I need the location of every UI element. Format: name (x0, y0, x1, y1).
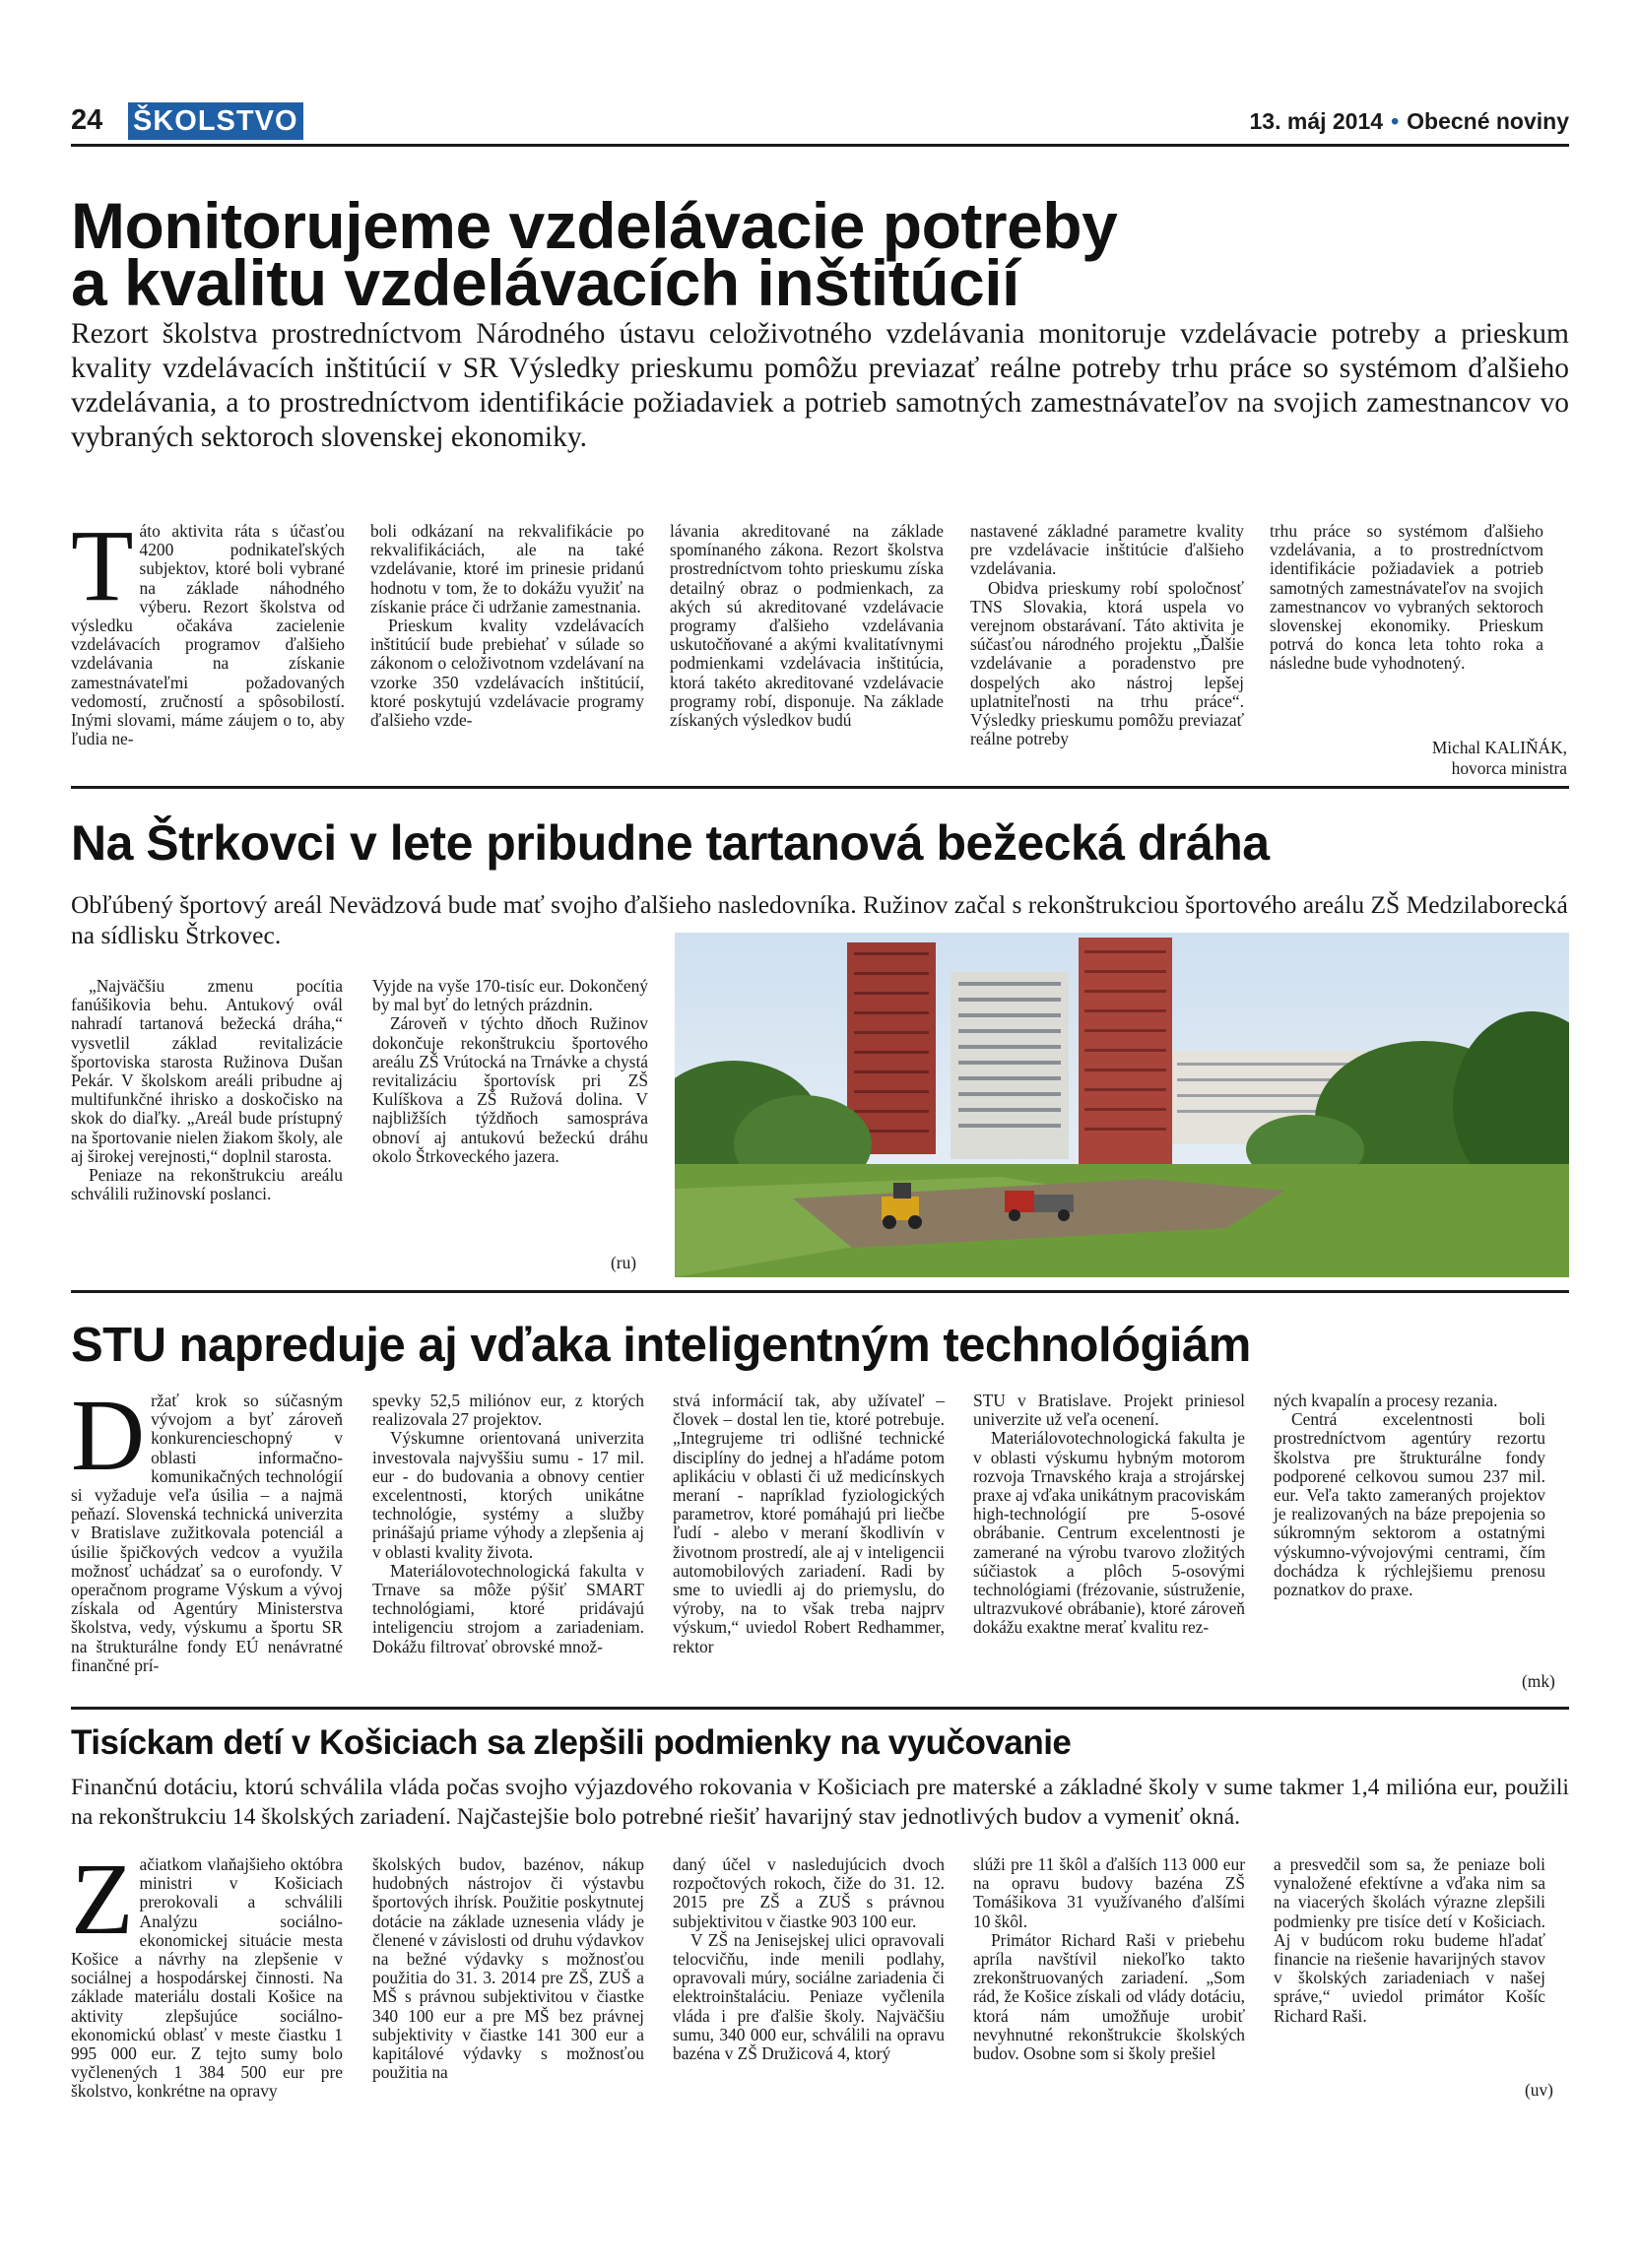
sports-ground-illustration (675, 933, 1569, 1277)
article4-signature: (uv) (1525, 2080, 1553, 2100)
article4-col3-p1: daný účel v nasledujúcich dvoch rozpočtových rokoch, čiže do 31. 12. 2015 pre ZŠ a ZUŠ s právnou subjektivitou v čiastke 903 100 eur. (673, 1854, 945, 1931)
divider-1 (71, 786, 1569, 789)
article3-col2-p3: Materiálovotechnologická fakulta v Trnave sa môže pýšiť SMART technológiami, ktoré pridávajú inteligenciu strojom a zariadeniam. Dokážu filtrovať obrovské množ- (372, 1560, 644, 1656)
article1-col4-p2: Obidva prieskumy robí spoločnosť TNS Slovakia, ktorá uspela vo verejnom obstarávaní. Táto aktivita je súčasťou národného projektu „Ďalšie vzdelávanie a poradenstvo pre dospelých ako nástroj lepšej uplatniteľnosti na trhu práce“. Výsledky prieskumu pomôžu previazať reálne potreby (970, 577, 1244, 749)
article1-column-5 (1270, 522, 1543, 674)
page-number: 24 (71, 104, 103, 136)
article2-column-1 (71, 977, 343, 1203)
article4-dropcap: Z (71, 1843, 134, 1956)
separator-dot: • (1391, 108, 1400, 134)
article1-title-line1: Monitorujeme vzdelávacie potreby (71, 189, 1118, 262)
article1-column-2 (370, 522, 644, 730)
byline-name: Michal KALIŇÁK, (1431, 738, 1567, 757)
article2-column-2 (372, 977, 648, 1166)
article2-col1-p1: „Najväčšiu zmenu pocítia fanúšikovia behu. Antukový ovál nahradí tartanová bežecká dráha,“ vysvetlil základ revitalizácie športoviska starosta Ružinova Dušan Pekár. V školskom areáli pribudne aj multifunkčné ihrisko a doskočisko na skok do diaľky. „Areál bude prístupný na športovanie nielen žiakom školy, ale aj širokej verejnosti,“ doplnil starosta. (71, 976, 343, 1166)
article4-col5-text: a presvedčil som sa, že peniaze boli vynaložené efektívne a vďaka nim sa na viacerých školách výrazne zlepšili podmienky pre tisíce detí v Košiciach. Aj v budúcom roku budeme hľadať financie na riešenie havarijných stavov v školských zariadeniach v našej správe,“ uviedol primátor Košíc Richard Raši. (1274, 1854, 1545, 2026)
article4-col3-p2: V ZŠ na Jenisejskej ulici opravovali telocvičňu, inde menili podlahy, opravovali múry, sociálne zariadenia či elektroinštaláciu. Peniaze vyčlenila vláda i pre ďalšie školy. Najväčšiu sumu, 340 000 eur, schválili na opravu bazéna v ZŠ Družicová 4, ktorý (673, 1929, 945, 2064)
article1-column-4 (970, 522, 1244, 748)
article3-column-3 (673, 1392, 945, 1656)
article3-col4-p2: Materiálovotechnologická fakulta je v oblasti výskumu hybným motorom rozvoja Trnavského kraja a strojárskej praxe aj vďaka unikátnym pracoviskám high-technológií pre 5-osové obrábanie. Centrum excelentnosti je zamerané na výrobu tvarovo zložitých súčiastok a plôch 5-osovými technológiami (frézovanie, sústruženie, ultrazvukové obrábanie), ktoré zároveň dokážu exaktne merať kvalitu rez- (973, 1428, 1245, 1638)
article1-dropcap: T (71, 509, 134, 622)
article2-col2-p1: Vyjde na vyše 170-tisíc eur. Dokončený by mal byť do letných prázdnin. (372, 976, 648, 1015)
divider-2 (71, 1290, 1569, 1293)
article4-column-5 (1274, 1855, 1545, 2026)
article1-col1-text: áto aktivita ráta s účasťou 4200 podnikateľských subjektov, ktoré boli vybrané na základe náhodného výberu. Rezort školstva od výsledku očakáva zacielenie vzdelávacích programov ďalšieho vzdelávania na získanie zamestnávateľmi požadovaných vedomostí, zručností a spôsobilostí. Inými slovami, máme záujem o to, aby ľudia ne- (71, 521, 345, 749)
article3-signature: (mk) (1522, 1671, 1555, 1691)
section-label: ŠKOLSTVO (128, 102, 303, 140)
page-header (71, 102, 1569, 147)
article3-dropcap: D (71, 1379, 146, 1492)
article3-column-1 (71, 1379, 343, 1675)
article4-col4-p1: slúži pre 11 škôl a ďalších 113 000 eur na opravu budovy bazéna ZŠ Tomášikova 31 využívaného ďalšími 10 škôl. (973, 1854, 1245, 1931)
article1-col4-p1: nastavené základné parametre kvality pre vzdelávacie inštitúcie ďalšieho vzdelávania. (970, 521, 1244, 579)
article3-col3-text: stvá informácií tak, aby užívateľ – človek – dostal len tie, ktoré potrebuje. „Integrujeme tri odlišné technické disciplíny do jednej a hľadáme potom aplikáciu v oblasti či už medicínskych meraní - napríklad fyziologických parametrov, ktoré pomáhajú pri liečbe ľudí - alebo v meraní škodlivín v životnom prostredí, ale aj v inteligencii automobilových zariadení. Radi by sme to uviedli aj do priemyslu, do výroby, na to však treba najprv výskum,“ uviedol Robert Redhammer, rektor (673, 1391, 945, 1656)
article2-title: Na Štrkovci v lete pribudne tartanová bežecká dráha (71, 815, 1270, 871)
byline-role: hovorca ministra (1451, 758, 1567, 778)
article1-col3-text: lávania akreditované na základe spomínaného zákona. Rezort školstva prostredníctvom tohto prieskumu získa detailný obraz o podmienkach, za akých sú akreditované vzdelávacie programy ďalšieho vzdelávania uskutočňované a akými kvalitatívnymi podmienkami vzdelávacia inštitúcia, ktorá takéto akreditované vzdelávacie programy robí, disponuje. Na základe získaných výsledkov budú (670, 521, 944, 731)
article3-col2-p2: Výskumne orientovaná univerzita investovala najvyššiu sumu - 17 mil. eur - do budovania a obnovy centier excelentnosti, ktorých unikátne technológie, systémy a služby prinášajú priame výhody a zlepšenia aj v oblasti kvality života. (372, 1428, 644, 1562)
sports-ground-photo (675, 933, 1569, 1277)
article3-col1-text: ržať krok so súčasným vývojom a byť zároveň konkurencieschopný v oblasti informačno-komunikačných technológií si vyžaduje veľa úsilia – a najmä peňazí. Slovenská technická univerzita v Bratislave zužitkovala potenciál a úsilie špičkových vedcov a využila možnosť uchádzať sa o eurofondy. V operačnom programe Výskum a vývoj získala od Agentúry Ministerstva školstva, vedy, výskumu a športu SR na štrukturálne fondy EÚ nenávratné finančné prí- (71, 1391, 343, 1675)
article3-col5-p1: ných kvapalín a procesy rezania. (1274, 1391, 1498, 1410)
article1-lead: Rezort školstva prostredníctvom Národného ústavu celoživotného vzdelávania monitoruje vzdelávacie potreby a prieskum kvality vzdelávacích inštitúcií v SR Výsledky prieskumu pomôžu previazať reálne potreby trhu práce so systémom ďalšieho vzdelávania, a to prostredníctvom identifikácie požiadaviek a potrieb samotných zamestnávateľov na svojich zamestnancov vo vybraných sektoroch slovenskej ekonomiky. (71, 318, 1569, 453)
article4-column-2 (372, 1855, 644, 2082)
article3-col2-p1: spevky 52,5 miliónov eur, z ktorých realizovala 27 projektov. (372, 1391, 644, 1430)
article4-col4-p2: Primátor Richard Raši v priebehu apríla navštívil niekoľko takto zrekonštruovaných zariadení. „Som rád, že Košice získali od vlády dotáciu, ktorá nám umožňuje urobiť nevyhnutné rekonštrukcie školských budov. Osobne som si školy prešiel (973, 1929, 1245, 2064)
article2-col1-p2: Peniaze na rekonštrukciu areálu schválili ružinovskí poslanci. (71, 1165, 343, 1204)
article3-title: STU napreduje aj vďaka inteligentným technológiám (71, 1319, 1251, 1372)
article1-col5-text: trhu práce so systémom ďalšieho vzdelávania, a to prostredníctvom identifikácie požiadaviek a potrieb samotných zamestnávateľov na svojich zamestnancov vo vybraných sektoroch slovenskej ekonomiky. Prieskum potrvá do konca leta tohto roka a následne bude vyhodnotený. (1270, 521, 1543, 674)
article1-column-1 (71, 509, 345, 749)
article3-column-2 (372, 1392, 644, 1656)
article4-column-1 (71, 1843, 343, 2102)
issue-info (1250, 108, 1570, 135)
article4-column-4 (973, 1855, 1245, 2063)
article3-col5-p2: Centrá excelentnosti boli prostredníctvom agentúry rezortu školstva pre štrukturálne fondy podporené celkovou sumou 237 mil. eur. Veľa takto zameraných projektov je realizovaných na báze prepojenia so súkromným sektorom a ostatnými výskumno-vývojovými centrami, čím dochádza k rýchlejšiemu prenosu poznatkov do praxe. (1274, 1409, 1545, 1600)
article4-col1-text: ačiatkom vlaňajšieho októbra ministri v Košiciach prerokovali a schválili Analýzu sociálno-ekonomickej situácie mesta Košice a návrhy na zlepšenie v sociálnej a hospodárskej činnosti. Na základe materiálu dostali Košice na aktivity zlepšujúce sociálno-ekonomickú oblasť v meste čiastku 1 995 000 eur. Z tejto sumy bolo vyčlenených 1 384 500 eur pre školstvo, konkrétne na opravy (71, 1854, 343, 2102)
article1-title (71, 189, 1118, 319)
article1-col2-p2: Prieskum kvality vzdelávacích inštitúcií bude prebiehať v súlade so zákonom o celoživotnom vzdelávaní na vzorke 350 vzdelávacích inštitúcií, ktoré poskytujú vzdelávacie programy ďalšieho vzde- (370, 616, 644, 731)
article4-col2-text: školských budov, bazénov, nákup hudobných nástrojov či výstavbu športových ihrísk. Použitie poskytnutej dotácie na základe uznesenia vlády je členené v závislosti od druhu výdavkov na bežné výdavky s možnosťou použitia do 31. 3. 2014 pre ZŠ, ZUŠ a MŠ s právnou subjektivitou v čiastke 340 100 eur a pre MŠ bez právnej subjektivity v čiastke 141 300 eur a kapitálové výdavky s možnosťou použitia na (372, 1854, 644, 2083)
publication-name: Obecné noviny (1407, 108, 1569, 134)
article3-column-4 (973, 1392, 1245, 1638)
article1-byline (1270, 738, 1567, 779)
article4-title: Tisíckam detí v Košiciach sa zlepšili podmienky na vyučovanie (71, 1723, 1072, 1762)
article2-lead: Obľúbený športový areál Nevädzová bude mať svojho ďalšieho nasledovníka. Ružinov začal s rekonštrukciou športového areálu ZŠ Medzilaborecká na sídlisku Štrkovec. (71, 890, 1568, 949)
article2-col2-p2: Zároveň v týchto dňoch Ružinov dokončuje rekonštrukciu športového areálu ZŠ Vrútocká na Trnávke a chystá revitalizáciu športovísk pri ZŠ Kulíškova a ZŠ Ružová dolina. V najbližších týždňoch samospráva obnoví aj antukovú bežeckú dráhu okolo Štrkoveckého jazera. (372, 1013, 648, 1166)
article1-title-line2: a kvalitu vzdelávacích inštitúcií (71, 246, 1019, 319)
article1-column-3 (670, 522, 944, 730)
article3-column-5 (1274, 1392, 1545, 1599)
article1-col2-p1: boli odkázaní na rekvalifikácie po rekvalifikáciách, ale na také vzdelávanie, ktoré im prinesie pridanú hodnotu v tom, že to dokážu využiť na získanie práce či udržanie zamestnania. (370, 521, 644, 616)
article2-signature: (ru) (611, 1253, 637, 1272)
article4-column-3 (673, 1855, 945, 2063)
issue-date: 13. máj 2014 (1249, 108, 1384, 134)
article3-col4-p1: STU v Bratislave. Projekt priniesol univerzite už veľa ocenení. (973, 1391, 1245, 1430)
article4-lead: Finančnú dotáciu, ktorú schválila vláda počas svojho výjazdového rokovania v Košiciach pre materské a základné školy v sume takmer 1,4 milióna eur, použili na rekonštrukciu 14 školských zariadení. Najčastejšie bolo potrebné riešiť havarijný stav jednotlivých budov a vymeniť okná. (71, 1775, 1569, 1830)
divider-3 (71, 1707, 1569, 1710)
